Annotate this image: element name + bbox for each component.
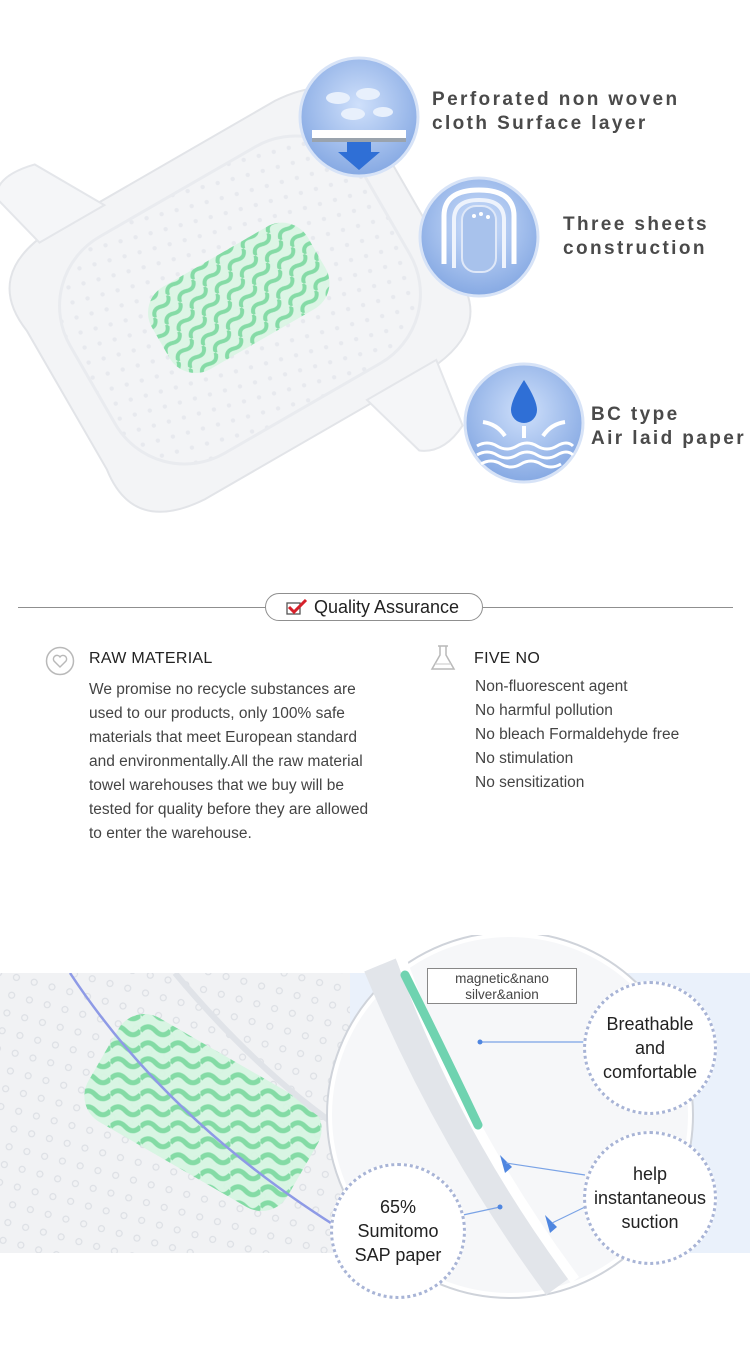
features-section bbox=[0, 0, 750, 540]
suction-callout bbox=[583, 1131, 717, 1265]
sap-paper-callout bbox=[330, 1163, 466, 1299]
list-item: No bleach Formaldehyde free bbox=[475, 726, 680, 743]
breathable-text: Breathable and comfortable bbox=[602, 1014, 698, 1082]
list-item: Non-fluorescent agent bbox=[475, 678, 628, 695]
feature-bubble-2 bbox=[418, 176, 540, 298]
suction-text: help instantaneous suction bbox=[593, 1164, 707, 1232]
list-item: No stimulation bbox=[475, 750, 574, 767]
divider-right bbox=[483, 607, 733, 608]
breathable-callout bbox=[583, 981, 717, 1115]
raw-material-heading: RAW MATERIAL bbox=[89, 650, 213, 667]
feature-label-3: BC type Air laid paper bbox=[591, 404, 747, 449]
check-icon bbox=[286, 599, 308, 616]
feature-label-2: Three sheets construction bbox=[563, 214, 710, 259]
closeup-section bbox=[0, 935, 750, 1315]
sap-paper-text: 65% Sumitomo SAP paper bbox=[354, 1197, 442, 1265]
quality-assurance-title: Quality Assurance bbox=[314, 597, 460, 617]
divider-left bbox=[18, 607, 266, 608]
list-item: No sensitization bbox=[475, 774, 585, 791]
flask-icon bbox=[429, 643, 457, 673]
water-drop-absorb-icon bbox=[463, 362, 585, 484]
quality-assurance-banner bbox=[265, 593, 483, 621]
perforated-layer-icon bbox=[298, 56, 420, 178]
list-item: No harmful pollution bbox=[475, 702, 613, 719]
feature-label-1: Perforated non woven cloth Surface layer bbox=[432, 89, 680, 134]
heart-icon bbox=[45, 646, 75, 676]
nano-silver-label: magnetic&nano silver&anion bbox=[427, 968, 577, 1004]
three-sheets-icon bbox=[418, 176, 540, 298]
feature-bubble-1 bbox=[298, 56, 420, 178]
five-no-list bbox=[475, 675, 679, 795]
five-no-heading: FIVE NO bbox=[474, 650, 541, 667]
feature-bubble-3 bbox=[463, 362, 585, 484]
raw-material-text: We promise no recycle substances are used to our products, only 100% safe materials that meet European standard and environmentally.All the raw material towel warehouses that we buy will be tested for quality before they are allowed to enter the warehouse. bbox=[89, 681, 369, 842]
